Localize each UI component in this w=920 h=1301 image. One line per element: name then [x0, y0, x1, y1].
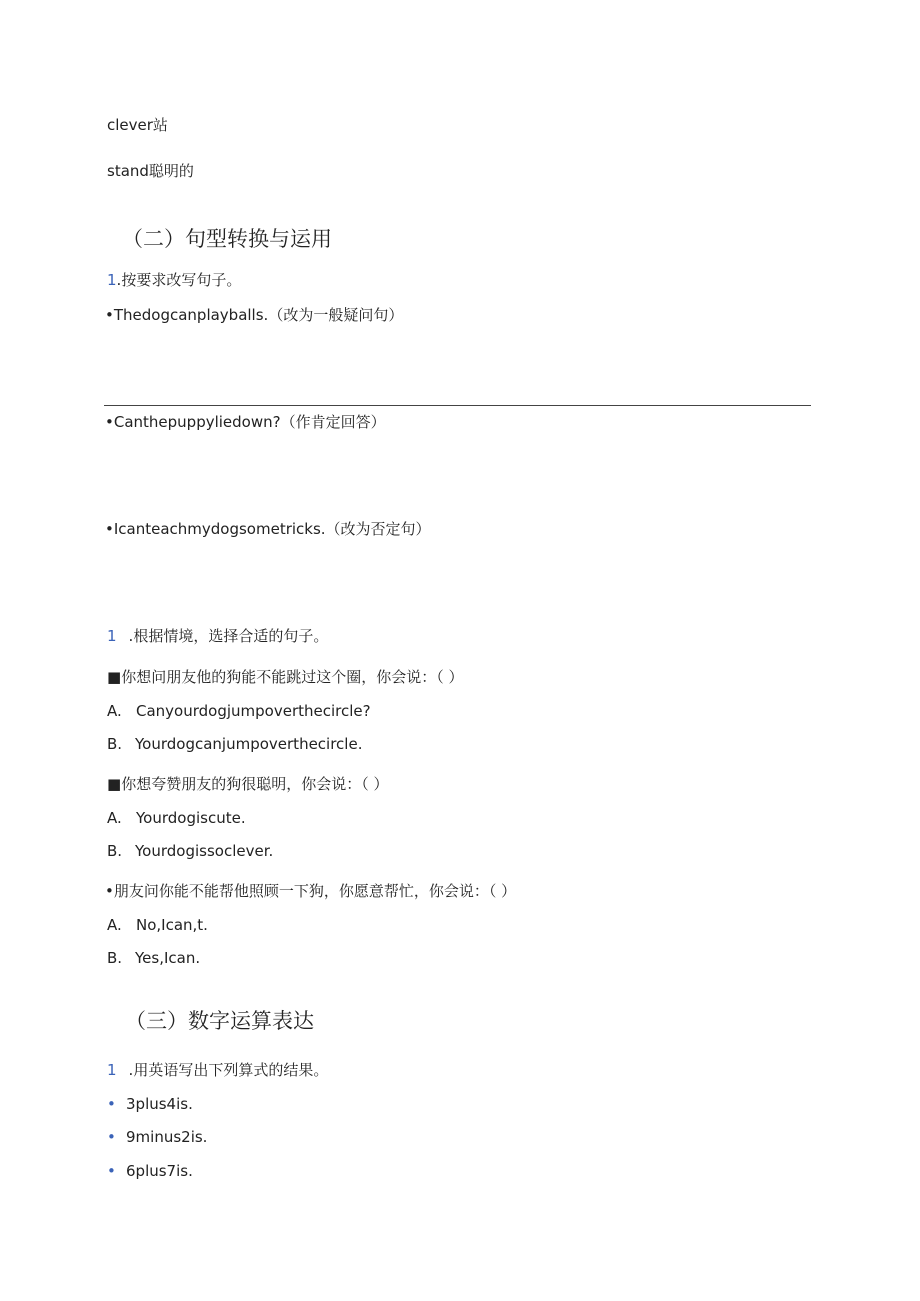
question-number: 1 — [107, 627, 117, 645]
list-item — [107, 1095, 193, 1113]
list-item — [107, 1128, 207, 1146]
answer-line — [104, 405, 811, 406]
square-bullet-icon: ■ — [107, 775, 122, 793]
list-item-text: 3plus4is. — [126, 1095, 193, 1113]
option-text: Canyourdogjumpoverthecircle? — [136, 702, 371, 720]
vocab-line: clever站 — [107, 116, 168, 134]
option-text: No,Ican,t. — [136, 916, 208, 934]
option-text: Yourdogcanjumpoverthecircle. — [135, 735, 363, 753]
section-heading: （二）句型转换与运用 — [122, 227, 332, 251]
exercise-item — [105, 411, 386, 432]
option — [107, 702, 371, 720]
exercise-text: Icanteachmydogsometricks.（改为否定句） — [113, 520, 431, 538]
option-label: B. — [107, 842, 123, 860]
bullet: • — [105, 413, 114, 431]
option — [107, 809, 246, 827]
list-item — [107, 1162, 193, 1180]
option-label: A. — [107, 702, 122, 720]
question-title — [107, 625, 328, 646]
exercise-item — [105, 304, 403, 325]
question-title — [107, 1059, 328, 1080]
bullet: • — [107, 1095, 116, 1113]
bullet: • — [105, 306, 114, 324]
option-label: B. — [107, 735, 123, 753]
option-label: A. — [107, 809, 122, 827]
bullet: • — [107, 1162, 116, 1180]
option-text: Yourdogiscute. — [136, 809, 246, 827]
option-label: B. — [107, 949, 123, 967]
exercise-text: Canthepuppyliedown?（作肯定回答） — [113, 413, 386, 431]
option-text: Yes,Ican. — [135, 949, 201, 967]
section-heading: （三）数字运算表达 — [125, 1009, 314, 1033]
option — [107, 916, 208, 934]
question-title — [107, 269, 241, 290]
situation-prompt — [107, 666, 463, 687]
option — [107, 735, 362, 753]
situation-text: 你想问朋友他的狗能不能跳过这个圈，你会说：（ ） — [121, 668, 464, 686]
list-item-text: 6plus7is. — [126, 1162, 193, 1180]
option — [107, 949, 200, 967]
exercise-text: Thedogcanplayballs.（改为一般疑问句） — [113, 306, 404, 324]
question-number: 1 — [107, 1061, 117, 1079]
option-label: A. — [107, 916, 122, 934]
option — [107, 842, 273, 860]
bullet: • — [107, 1128, 116, 1146]
bullet: • — [105, 882, 114, 900]
list-item-text: 9minus2is. — [126, 1128, 208, 1146]
option-text: Yourdogissoclever. — [135, 842, 274, 860]
question-text: .用英语写出下列算式的结果。 — [128, 1061, 329, 1079]
vocab-line: stand聪明的 — [107, 162, 194, 180]
situation-text: 你想夸赞朋友的狗很聪明，你会说：（ ） — [121, 775, 389, 793]
square-bullet-icon: ■ — [107, 668, 122, 686]
exercise-item — [105, 518, 431, 539]
situation-text: 朋友问你能不能帮他照顾一下狗，你愿意帮忙，你会说：（ ） — [113, 882, 517, 900]
question-text: .根据情境，选择合适的句子。 — [128, 627, 329, 645]
situation-prompt — [105, 880, 516, 901]
question-number: 1 — [107, 271, 117, 289]
bullet: • — [105, 520, 114, 538]
situation-prompt — [107, 773, 388, 794]
question-text: .按要求改写句子。 — [116, 271, 242, 289]
